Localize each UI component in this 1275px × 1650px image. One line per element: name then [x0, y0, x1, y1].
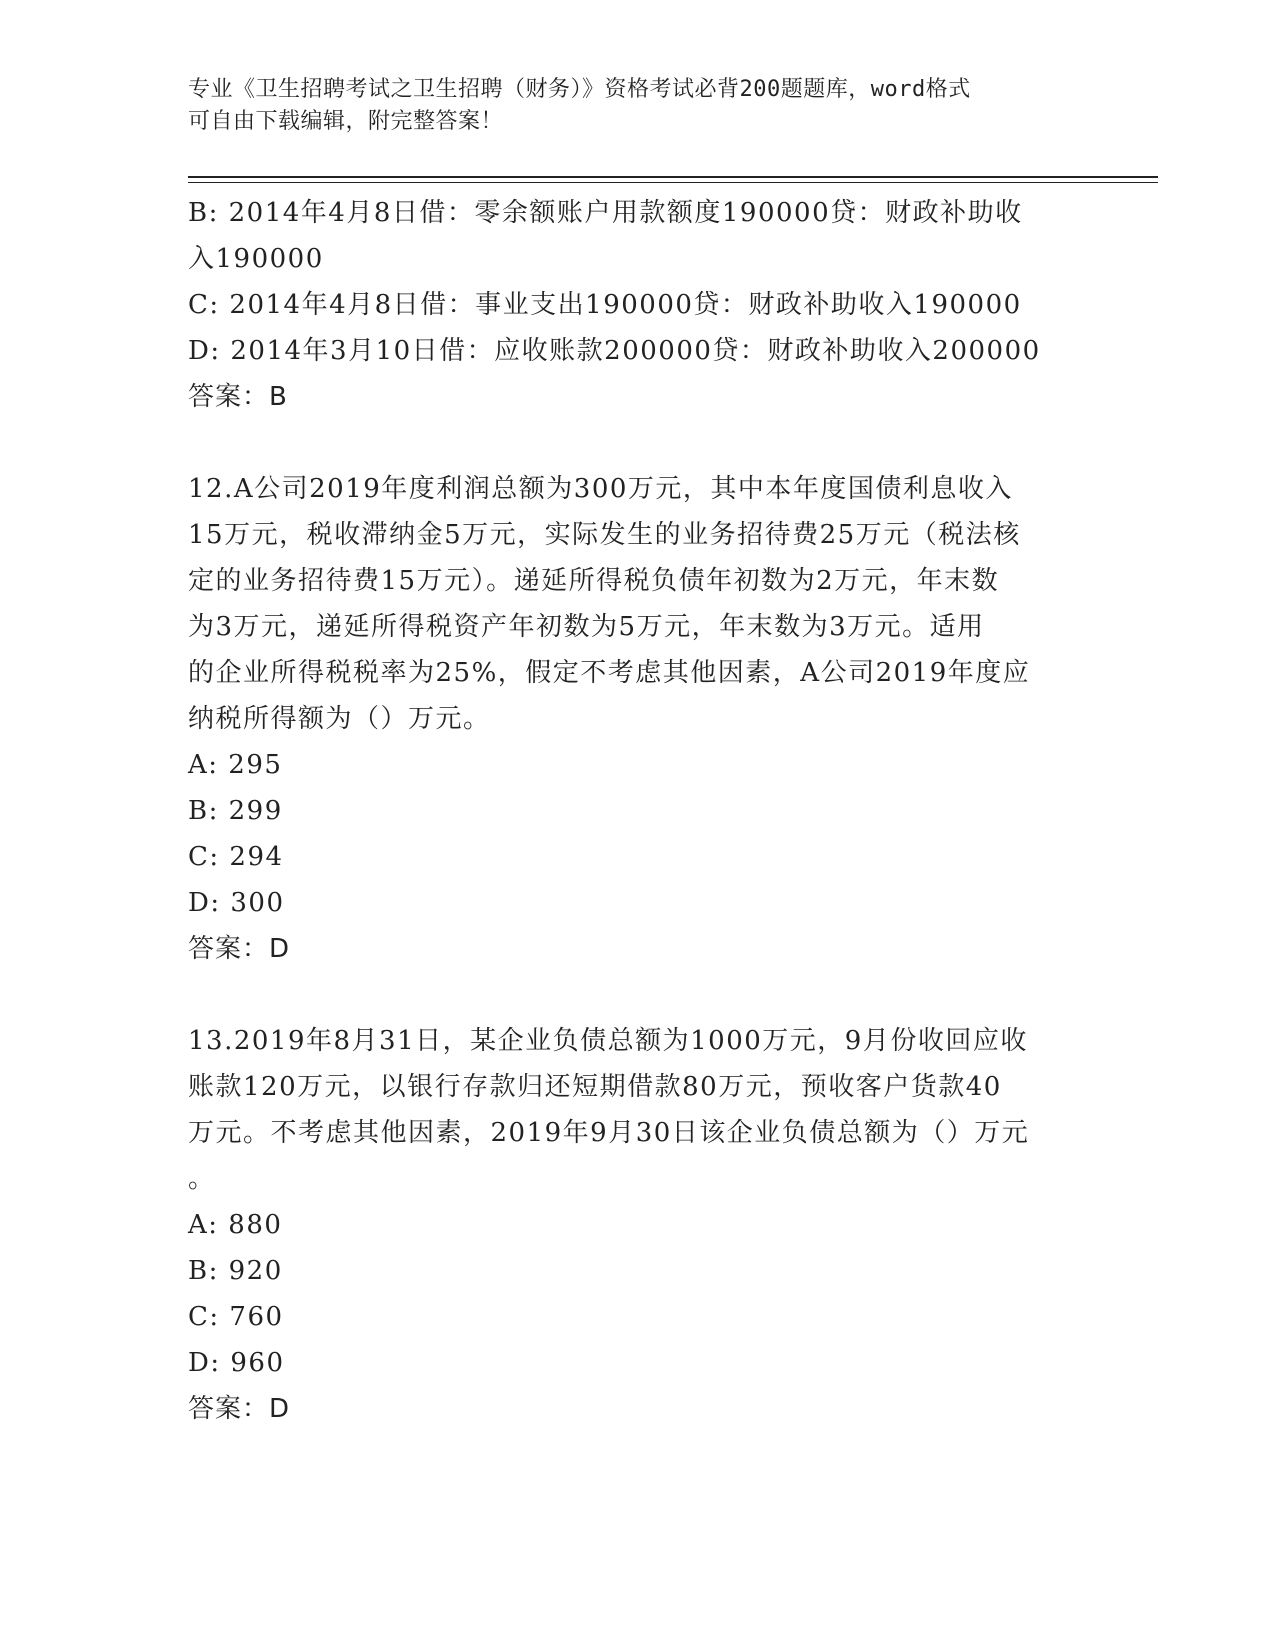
header-title-line-1: 专业《卫生招聘考试之卫生招聘（财务）》资格考试必背200题题库，word格式 — [188, 77, 971, 102]
option-b: B: 299 — [188, 796, 283, 826]
question-12-text-line: 定的业务招待费15万元）。递延所得税负债年初数为2万元，年末数 — [188, 566, 1000, 596]
question-12-text-line: 15万元，税收滞纳金5万元，实际发生的业务招待费25万元（税法核 — [188, 520, 1021, 550]
option-d: D: 2014年3月10日借：应收账款200000贷：财政补助收入200000 — [188, 336, 1041, 366]
spacer — [188, 972, 1088, 1018]
answer: 答案：B — [188, 382, 288, 412]
option-a: A: 880 — [188, 1210, 283, 1240]
question-12 — [188, 466, 1088, 972]
document-body — [188, 190, 1088, 1432]
question-12-text-line: 纳税所得额为（）万元。 — [188, 704, 491, 734]
question-12-text-line: 12.A公司2019年度利润总额为300万元，其中本年度国债利息收入 — [188, 474, 1013, 504]
question-13 — [188, 1018, 1088, 1432]
option-c: C: 760 — [188, 1302, 284, 1332]
option-d: D: 300 — [188, 888, 285, 918]
option-b: B: 920 — [188, 1256, 283, 1286]
header-rule-thick — [188, 176, 1158, 178]
option-c: C: 294 — [188, 842, 284, 872]
question-13-text-line: 。 — [188, 1164, 216, 1194]
question-12-text-line: 的企业所得税税率为25%，假定不考虑其他因素，A公司2019年度应 — [188, 658, 1031, 688]
question-13-text-line: 账款120万元，以银行存款归还短期借款80万元，预收客户货款40 — [188, 1072, 1002, 1102]
spacer — [188, 420, 1088, 466]
question-13-text-line: 万元。不考虑其他因素，2019年9月30日该企业负债总额为（）万元 — [188, 1118, 1030, 1148]
question-13-text-line: 13.2019年8月31日，某企业负债总额为1000万元，9月份收回应收 — [188, 1026, 1028, 1056]
option-a: A: 295 — [188, 750, 283, 780]
header-title-line-2: 可自由下载编辑，附完整答案！ — [188, 109, 504, 134]
answer: 答案：D — [188, 934, 291, 964]
answer: 答案：D — [188, 1394, 291, 1424]
option-b-line-2: 入190000 — [188, 244, 324, 274]
option-d: D: 960 — [188, 1348, 285, 1378]
question-12-text-line: 为3万元，递延所得税资产年初数为5万元，年末数为3万元。适用 — [188, 612, 985, 642]
option-c: C: 2014年4月8日借：事业支出190000贷：财政补助收入190000 — [188, 290, 1022, 320]
document-header — [188, 74, 1088, 138]
header-rule-thin — [188, 182, 1158, 183]
option-b-line-1: B: 2014年4月8日借：零余额账户用款额度190000贷：财政补助收 — [188, 198, 1023, 228]
previous-question — [188, 190, 1088, 420]
